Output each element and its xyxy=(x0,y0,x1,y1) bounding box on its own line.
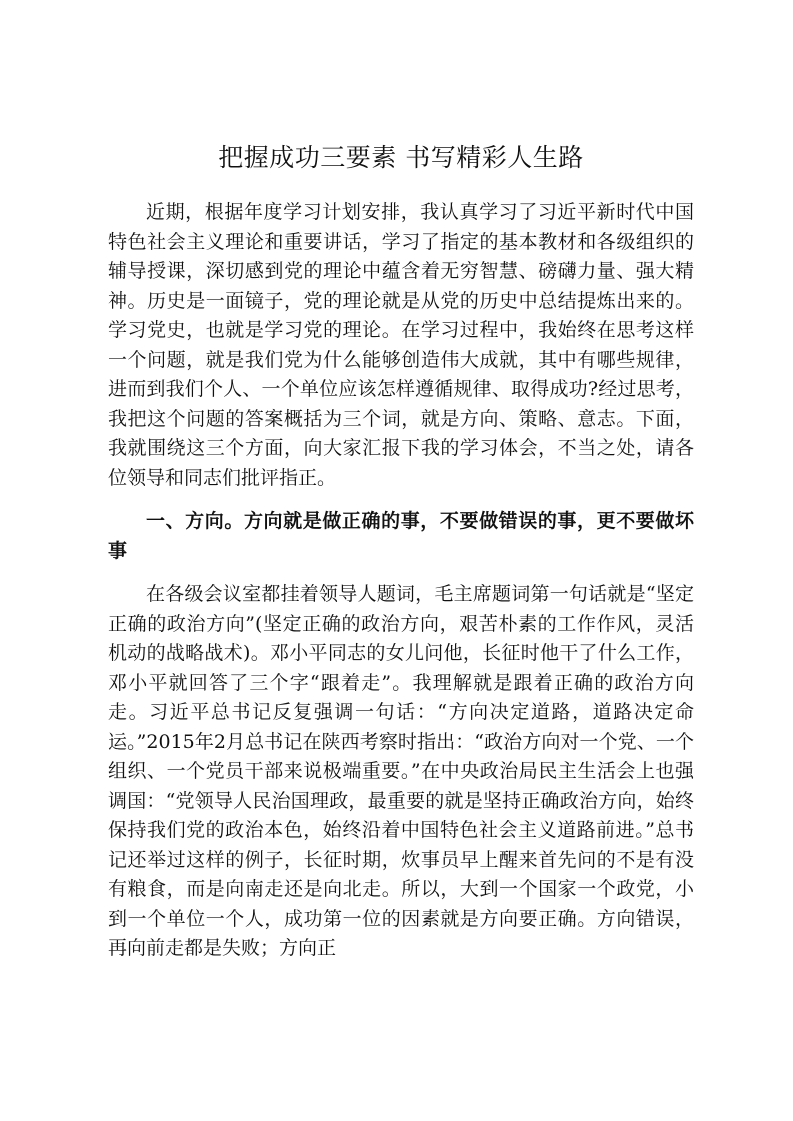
paragraph-direction: 在各级会议室都挂着领导人题词，毛主席题词第一句话就是“坚定正确的政治方向”(坚定正确的政治方向，艰苦朴素的工作作风，灵活机动的战略战术)。邓小平同志的女儿问他，长征时他干了什么工作，邓小平就回答了三个字“跟着走”。我理解就是跟着正确的政治方向走。习近平总书记反复强调一句话：“方向决定道路，道路决定命运。”2015年2月总书记在陕西考察时指出：“政治方向对一个党、一个组织、一个党员干部来说极端重要。”在中央政治局民主生活会上也强调国：“党领导人民治国理政，最重要的就是坚持正确政治方向，始终保持我们党的政治本色，始终沿着中国特色社会主义道路前进。”总书记还举过这样的例子，长征时期，炊事员早上醒来首先问的不是有没有粮食，而是向南走还是向北走。所以，大到一个国家一个政党，小到一个单位一个人，成功第一位的因素就是方向要正确。方向错误，再向前走都是失败；方向正 xyxy=(108,583,694,959)
document-title: 把握成功三要素 书写精彩人生路 xyxy=(218,143,584,172)
document-page xyxy=(108,140,694,964)
section-heading-direction: 一、方向。方向就是做正确的事，不要做错误的事，更不要做坏事 xyxy=(108,510,694,562)
paragraph-intro: 近期，根据年度学习计划安排，我认真学习了习近平新时代中国特色社会主义理论和重要讲话，学习了指定的基本教材和各级组织的辅导授课，深切感到党的理论中蕴含着无穷智慧、磅礴力量、强大精神。历史是一面镜子，党的理论就是从党的历史中总结提炼出来的。学习党史，也就是学习党的理论。在学习过程中，我始终在思考这样一个问题，就是我们党为什么能够创造伟大成就，其中有哪些规律，进而到我们个人、一个单位应该怎样遵循规律、取得成功?经过思考，我把这个问题的答案概括为三个词，就是方向、策略、意志。下面，我就围绕这三个方面，向大家汇报下我的学习体会，不当之处，请各位领导和同志们批评指正。 xyxy=(108,201,694,489)
